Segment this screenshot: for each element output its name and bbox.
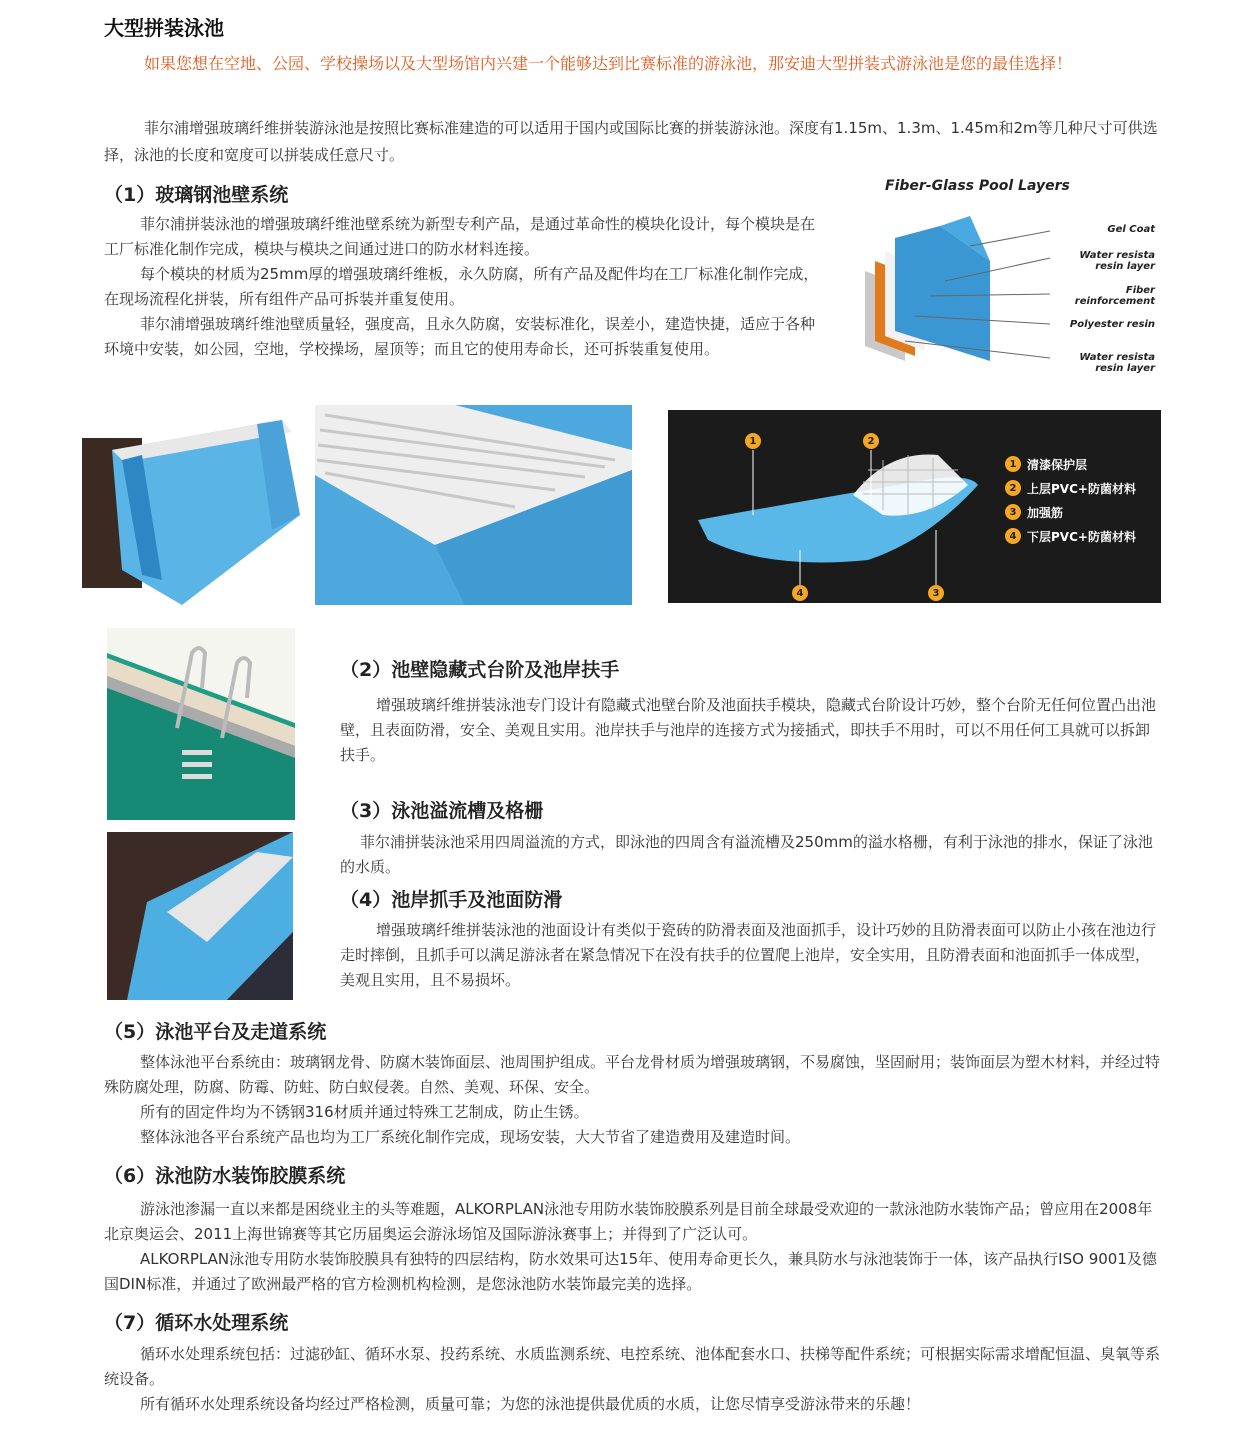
grating-illustration — [315, 405, 632, 605]
membrane-num-1: 1 — [745, 433, 761, 449]
section-7-para-2: 所有循环水处理系统设备均经过严格检测，质量可靠；为您的泳池提供最优质的水质，让您尽情享受游泳带来的乐趣！ — [140, 1395, 921, 1413]
section-7-heading: （7）循环水处理系统 — [104, 1312, 289, 1334]
membrane-num-3: 3 — [928, 585, 944, 601]
legend-item-4: 4 下层PVC+防菌材料 — [1005, 524, 1136, 548]
fiber-glass-diagram — [850, 176, 1160, 386]
section-6-heading: （6）泳池防水装饰胶膜系统 — [104, 1165, 346, 1187]
overflow-channel-photo — [107, 832, 293, 1000]
section-1-para-3: 菲尔浦增强玻璃纤维池壁质量轻，强度高，且永久防腐，安装标准化，误差小，建造快捷，适应于各种环境中安装，如公园，空地，学校操场，屋顶等；而且它的使用寿命长，还可拆装重复使用。 — [104, 315, 816, 358]
section-5-para-2: 所有的固定件均为不锈钢316材质并通过特殊工艺制成，防止生锈。 — [140, 1103, 589, 1121]
ladder-illustration — [107, 628, 295, 820]
section-1-body — [104, 212, 824, 362]
legend-item-3: 3 加强筋 — [1005, 500, 1136, 524]
membrane-num-4: 4 — [792, 585, 808, 601]
section-1-para-2: 每个模块的材质为25mm厚的增强玻璃纤维板，永久防腐，所有产品及配件均在工厂标准化制作完成，在现场流程化拼装，所有组件产品可拆装并重复使用。 — [104, 265, 819, 308]
pool-wall-photo — [82, 410, 302, 605]
section-5-heading: （5）泳池平台及走道系统 — [104, 1021, 327, 1043]
membrane-illustration — [668, 410, 998, 603]
section-1-para-1: 菲尔浦拼装泳池的增强玻璃纤维池壁系统为新型专利产品，是通过革命性的模块化设计，每个模块是在工厂标准化制作完成，模块与模块之间通过进口的防水材料连接。 — [104, 215, 816, 258]
grating-photo — [315, 405, 632, 605]
section-4-para-1: 增强玻璃纤维拼装泳池的池面设计有类似于瓷砖的防滑表面及池面抓手，设计巧妙的且防滑表面可以防止小孩在池边行走时摔倒，且抓手可以满足游泳者在紧急情况下在没有扶手的位置爬上池岸，安全实用，且防滑表面和池面抓手一体成型，美观且实用，且不易损坏。 — [340, 921, 1157, 989]
pool-wall-illustration — [82, 410, 302, 605]
section-2-body — [340, 693, 1160, 768]
section-2-para-1: 增强玻璃纤维拼装泳池专门设计有隐藏式池壁台阶及池面扶手模块，隐藏式台阶设计巧妙，整个台阶无任何位置凸出池壁，且表面防滑，安全、美观且实用。池岸扶手与池岸的连接方式为接插式，即扶手不用时，可以不用任何工具就可以拆卸扶手。 — [340, 696, 1157, 764]
ladder-photo — [107, 628, 295, 820]
section-3-para-1: 菲尔浦拼装泳池采用四周溢流的方式，即泳池的四周含有溢流槽及250mm的溢水格栅，有利于泳池的排水，保证了泳池的水质。 — [340, 833, 1153, 876]
section-7-body — [104, 1342, 1160, 1417]
membrane-diagram — [668, 410, 1161, 603]
fiber-diagram-title: Fiber-Glass Pool Layers — [885, 178, 1070, 194]
section-5-para-3: 整体泳池各平台系统产品也均为工厂系统化制作完成，现场安装，大大节省了建造费用及建造时间。 — [140, 1128, 801, 1146]
membrane-legend — [1005, 452, 1136, 548]
overflow-channel-illustration — [107, 832, 293, 1000]
section-4-body — [340, 918, 1160, 993]
section-6-body — [104, 1197, 1160, 1297]
fiber-label-2: Water resista resin layer — [1079, 250, 1155, 272]
section-4-heading: （4）池岸抓手及池面防滑 — [340, 889, 563, 911]
intro-highlight: 如果您想在空地、公园、学校操场以及大型场馆内兴建一个能够达到比赛标准的游泳池，那安迪大型拼装式游泳池是您的最佳选择！ — [144, 54, 1073, 73]
legend-item-2: 2 上层PVC+防菌材料 — [1005, 476, 1136, 500]
legend-item-1: 1 清漆保护层 — [1005, 452, 1136, 476]
membrane-num-2: 2 — [863, 433, 879, 449]
section-2-heading: （2）池壁隐藏式台阶及池岸扶手 — [340, 659, 620, 681]
fiber-label-4: Polyester resin — [1069, 319, 1155, 330]
fiber-label-1: Gel Coat — [1107, 224, 1155, 235]
section-3-heading: （3）泳池溢流槽及格栅 — [340, 800, 544, 822]
section-6-para-2: ALKORPLAN泳池专用防水装饰胶膜具有独特的四层结构，防水效果可达15年、使用寿命更长久，兼具防水与泳池装饰于一体，该产品执行ISO 9001及德国DIN标准，并通过了欧洲最严格的官方检测机构检测，是您泳池防水装饰最完美的选择。 — [104, 1250, 1157, 1293]
section-1-heading: （1）玻璃钢池壁系统 — [104, 184, 289, 206]
fiber-label-3: Fiber reinforcement — [1074, 285, 1155, 307]
section-7-para-1: 循环水处理系统包括：过滤砂缸、循环水泵、投药系统、水质监测系统、电控系统、池体配套水口、扶梯等配件系统；可根据实际需求增配恒温、臭氧等系统设备。 — [104, 1345, 1161, 1388]
page-title: 大型拼装泳池 — [104, 16, 224, 40]
intro-text: 菲尔浦增强玻璃纤维拼装游泳池是按照比赛标准建造的可以适用于国内或国际比赛的拼装游泳池。深度有1.15m、1.3m、1.45m和2m等几种尺寸可供选择，泳池的长度和宽度可以拼装成任意尺寸。 — [104, 119, 1158, 164]
section-5-body — [104, 1050, 1160, 1150]
section-6-para-1: 游泳池渗漏一直以来都是困绕业主的头等难题，ALKORPLAN泳池专用防水装饰胶膜系列是目前全球最受欢迎的一款泳池防水装饰产品；曾应用在2008年北京奥运会、2011上海世锦赛等其它历届奥运会游泳场馆及国际游泳赛事上；并得到了广泛认可。 — [104, 1200, 1153, 1243]
section-3-body — [340, 830, 1160, 880]
section-5-para-1: 整体泳池平台系统由：玻璃钢龙骨、防腐木装饰面层、池周围护组成。平台龙骨材质为增强玻璃钢，不易腐蚀，坚固耐用；装饰面层为塑木材料，并经过特殊防腐处理，防腐、防霉、防蛀、防白蚁侵袭。自然、美观、环保、安全。 — [104, 1053, 1161, 1096]
fiber-label-5: Water resista resin layer — [1079, 352, 1155, 374]
